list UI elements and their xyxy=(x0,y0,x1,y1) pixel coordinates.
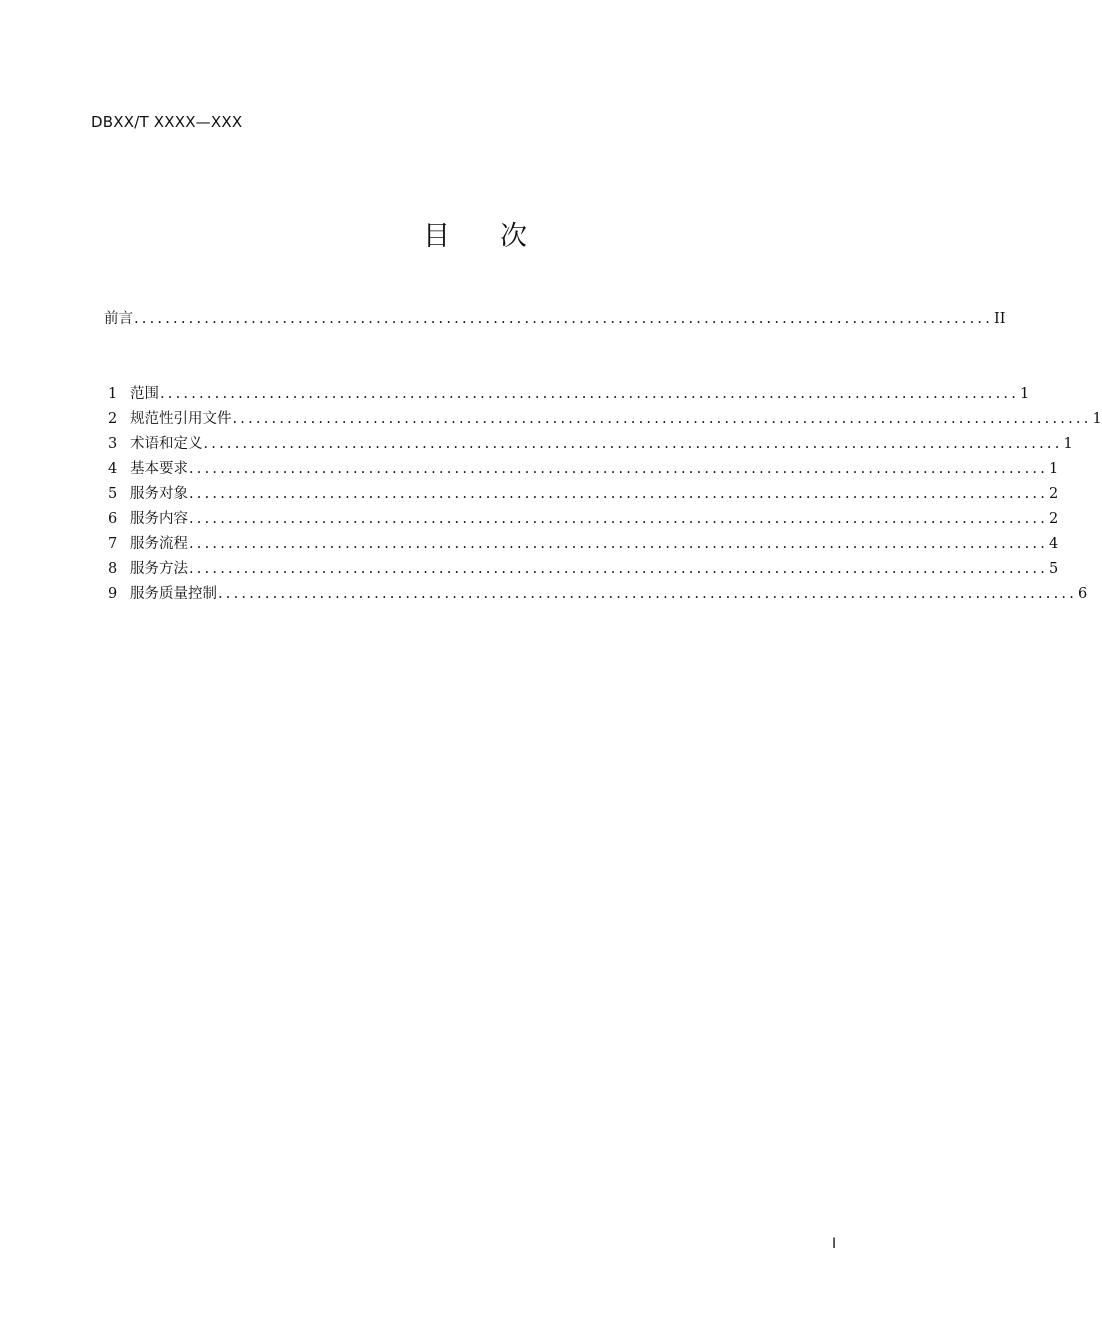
toc-entry-label: 规范性引用文件 xyxy=(130,411,232,427)
toc-entry[interactable] xyxy=(105,459,1059,479)
toc-entry-page: 1 xyxy=(1092,411,1102,427)
toc-entry-number: 3 xyxy=(108,436,118,452)
toc-leader-dots: .............................................................................................................. xyxy=(189,486,1049,502)
toc-entry-page: 6 xyxy=(1078,586,1088,602)
toc-entry[interactable] xyxy=(105,484,1059,504)
toc-entry-page: 2 xyxy=(1049,486,1059,502)
toc-entry-number: 8 xyxy=(108,561,118,577)
toc-entry-page: 1 xyxy=(1049,461,1059,477)
toc-entry[interactable] xyxy=(105,434,1073,454)
toc-entry-number: 2 xyxy=(108,411,118,427)
toc-entry-label: 范围 xyxy=(130,386,159,402)
toc-leader-dots: .............................................................................................................. xyxy=(134,311,994,327)
toc-entry[interactable] xyxy=(105,384,1030,404)
toc-leader-dots: .............................................................................................................. xyxy=(203,436,1063,452)
toc-entry-number: 7 xyxy=(108,536,118,552)
toc-entry-label: 术语和定义 xyxy=(130,436,203,452)
toc-title-char-2: 次 xyxy=(500,221,527,252)
toc-entry-number: 9 xyxy=(108,586,118,602)
toc-leader-dots: .............................................................................................................. xyxy=(189,511,1049,527)
toc-entry-page: II xyxy=(994,311,1006,327)
toc-leader-dots: .............................................................................................................. xyxy=(189,461,1049,477)
toc-entry-label: 基本要求 xyxy=(130,461,188,477)
toc-entry-foreword[interactable] xyxy=(104,309,1006,329)
toc-entry[interactable] xyxy=(105,584,1088,604)
toc-entry-page: 1 xyxy=(1020,386,1030,402)
toc-leader-dots: .............................................................................................................. xyxy=(218,586,1078,602)
toc-entry-label: 服务质量控制 xyxy=(130,586,217,602)
toc-entry-number: 4 xyxy=(108,461,118,477)
toc-title xyxy=(0,214,950,253)
toc-leader-dots: .............................................................................................................. xyxy=(160,386,1020,402)
toc-title-char-1: 目 xyxy=(423,221,450,252)
toc-entry[interactable] xyxy=(105,534,1059,554)
toc-entry-label: 服务方法 xyxy=(130,561,188,577)
toc-entry-page: 4 xyxy=(1049,536,1059,552)
toc-entry-number: 6 xyxy=(108,511,118,527)
toc-leader-dots: .............................................................................................................. xyxy=(189,561,1049,577)
toc-leader-dots: .............................................................................................................. xyxy=(189,536,1049,552)
toc-entry-number: 5 xyxy=(108,486,118,502)
toc-entry-page: 2 xyxy=(1049,511,1059,527)
toc-entry[interactable] xyxy=(105,509,1059,529)
toc-entry-number: 1 xyxy=(108,386,118,402)
toc-entry-page: 1 xyxy=(1063,436,1073,452)
toc-entry-label: 服务对象 xyxy=(130,486,188,502)
toc-entry-label: 服务内容 xyxy=(130,511,188,527)
document-code: DBXX/T XXXX—XXX xyxy=(91,113,243,131)
toc-entry[interactable] xyxy=(105,559,1059,579)
toc-leader-dots: .............................................................................................................. xyxy=(232,411,1092,427)
toc-entry-page: 5 xyxy=(1049,561,1059,577)
toc-entry-label: 服务流程 xyxy=(130,536,188,552)
page-number: I xyxy=(832,1236,837,1252)
toc-entry-label: 前言 xyxy=(104,311,133,327)
toc-entry[interactable] xyxy=(105,409,1102,429)
